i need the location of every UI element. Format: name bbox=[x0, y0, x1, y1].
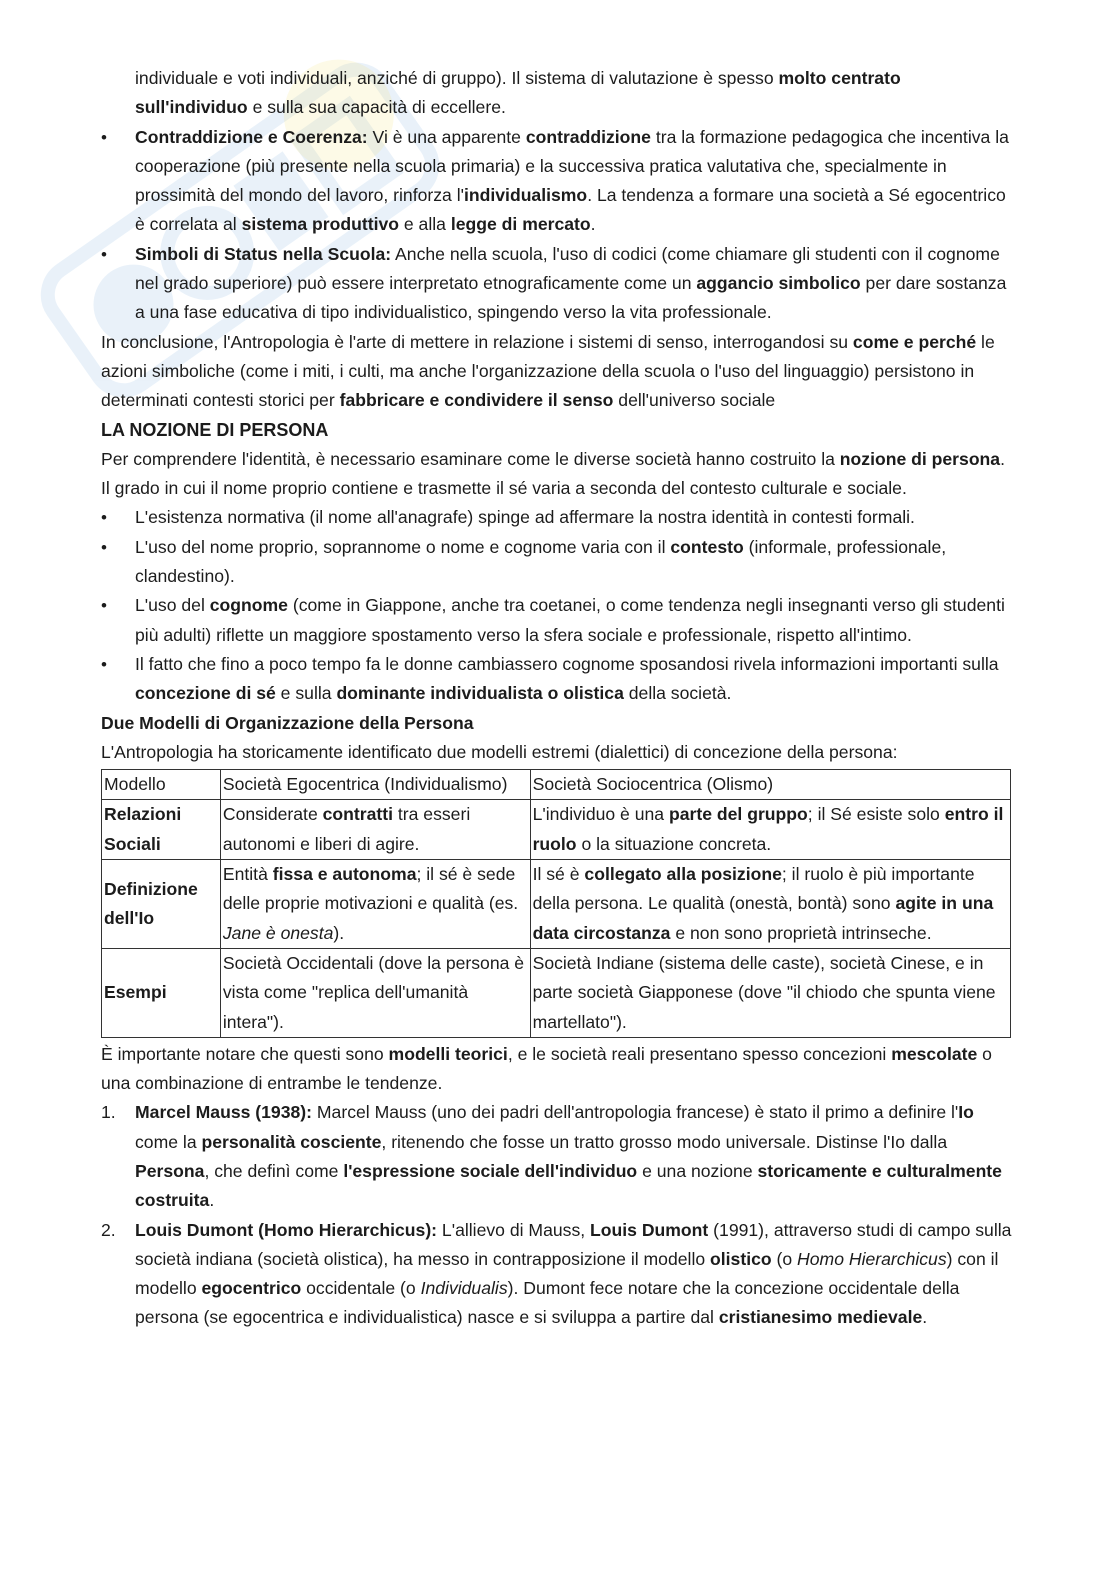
table-cell: Società Indiane (sistema delle caste), società Cinese, e in parte società Giapponese (dove "il chiodo che spunta viene martellato"). bbox=[530, 948, 1010, 1037]
section-heading: LA NOZIONE DI PERSONA bbox=[101, 419, 329, 440]
row-label: Definizione dell'Io bbox=[102, 860, 221, 949]
list-item: • L'uso del cognome (come in Giappone, anche tra coetanei, o come tendenza negli insegnanti verso gli studenti più adulti) riflette un maggiore spostamento verso la sfera sociale e professionale, rispetto all'intimo. bbox=[101, 591, 1016, 650]
theoretical-models-paragraph: È importante notare che questi sono modelli teorici, e le società reali presentano spesso concezioni mescolate o una combinazione di entrambe le tendenze. bbox=[101, 1043, 992, 1094]
table-header-cell: Società Egocentrica (Individualismo) bbox=[220, 770, 530, 800]
document-body bbox=[101, 64, 1016, 1333]
persona-intro-paragraph: Per comprendere l'identità, è necessario esaminare come le diverse società hanno costruito la nozione di persona. bbox=[101, 448, 1005, 469]
table-header-cell: Società Sociocentrica (Olismo) bbox=[530, 770, 1010, 800]
list-item: 2. Louis Dumont (Homo Hierarchicus): L'allievo di Mauss, Louis Dumont (1991), attraverso studi di campo sulla società indiana (società olistica), ha messo in contrapposizione il modello olistico (o Homo Hierarchicus) con il modello egocentrico occidentale (o Individualis). Dumont fece notare che la concezione occidentale della persona (se egocentrica e individualistica) nasce e si sviluppa a partire dal cristianesimo medievale. bbox=[101, 1219, 1012, 1328]
table-cell: Considerate contratti tra esseri autonomi e liberi di agire. bbox=[220, 800, 530, 860]
table-row bbox=[102, 800, 1011, 860]
row-label: Esempi bbox=[102, 948, 221, 1037]
table-cell: L'individuo è una parte del gruppo; il Sé esiste solo entro il ruolo o la situazione concreta. bbox=[530, 800, 1010, 860]
persona-bullet-list bbox=[101, 503, 1016, 708]
list-item: 1. Marcel Mauss (1938): Marcel Mauss (uno dei padri dell'antropologia francese) è stato il primo a definire l'Io come la personalità cosciente, ritenendo che fosse un tratto grosso modo universale. Distinse l'Io dalla Persona, che definì come l'espressione sociale dell'individuo e una nozione storicamente e culturalmente costruita. bbox=[101, 1102, 1002, 1211]
table-row bbox=[102, 860, 1011, 949]
models-table bbox=[101, 769, 1011, 1038]
list-item: • Contraddizione e Coerenza: Vi è una apparente contraddizione tra la formazione pedagogica che incentiva la cooperazione (più presente nella scuola primaria) e la successiva pratica valutativa che, specialmente in prossimità del mondo del lavoro, rinforza l'individualismo. La tendenza a formare una società a Sé egocentrico è correlata al sistema produttivo e alla legge di mercato. bbox=[101, 123, 1016, 240]
subheading: Due Modelli di Organizzazione della Persona bbox=[101, 712, 474, 733]
models-intro-paragraph: L'Antropologia ha storicamente identificato due modelli estremi (dialettici) di concezione della persona: bbox=[101, 741, 898, 762]
name-paragraph: Il grado in cui il nome proprio contiene e trasmette il sé varia a seconda del contesto culturale e sociale. bbox=[101, 478, 907, 499]
list-item: • Il fatto che fino a poco tempo fa le donne cambiassero cognome sposandosi rivela informazioni importanti sulla concezione di sé e sulla dominante individualista o olistica della società. bbox=[101, 650, 1016, 709]
table-header-cell: Modello bbox=[102, 770, 221, 800]
school-bullet-list bbox=[101, 123, 1016, 328]
list-item: • L'uso del nome proprio, soprannome o nome e cognome varia con il contesto (informale, professionale, clandestino). bbox=[101, 533, 1016, 592]
authors-numbered-list bbox=[101, 1098, 1016, 1332]
table-cell: Società Occidentali (dove la persona è vista come "replica dell'umanità intera"). bbox=[220, 948, 530, 1037]
list-item: • Simboli di Status nella Scuola: Anche nella scuola, l'uso di codici (come chiamare gli studenti con il cognome nel grado superiore) può essere interpretato etnograficamente come un aggancio simbolico per dare sostanza a una fase educativa di tipo individualistico, spingendo verso la vita professionale. bbox=[101, 240, 1016, 328]
table-header-row bbox=[102, 770, 1011, 800]
list-item: • L'esistenza normativa (il nome all'anagrafe) spinge ad affermare la nostra identità in contesti formali. bbox=[101, 503, 1016, 532]
intro-continuation: individuale e voti individuali, anziché di gruppo). Il sistema di valutazione è spesso molto centrato sull'individuo e sulla sua capacità di eccellere. bbox=[135, 68, 901, 118]
table-row bbox=[102, 948, 1011, 1037]
row-label: Relazioni Sociali bbox=[102, 800, 221, 860]
conclusion-paragraph: In conclusione, l'Antropologia è l'arte di mettere in relazione i sistemi di senso, interrogandosi su come e perché le azioni simboliche (come i miti, i culti, ma anche l'organizzazione della scuola o l'uso del linguaggio) persistono in determinati contesti storici per fabbricare e condividere il senso dell'universo sociale bbox=[101, 331, 995, 411]
table-cell: Entità fissa e autonoma; il sé è sede delle proprie motivazioni e qualità (es. Jane è onesta). bbox=[220, 860, 530, 949]
table-cell: Il sé è collegato alla posizione; il ruolo è più importante della persona. Le qualità (onestà, bontà) sono agite in una data circostanza e non sono proprietà intrinseche. bbox=[530, 860, 1010, 949]
